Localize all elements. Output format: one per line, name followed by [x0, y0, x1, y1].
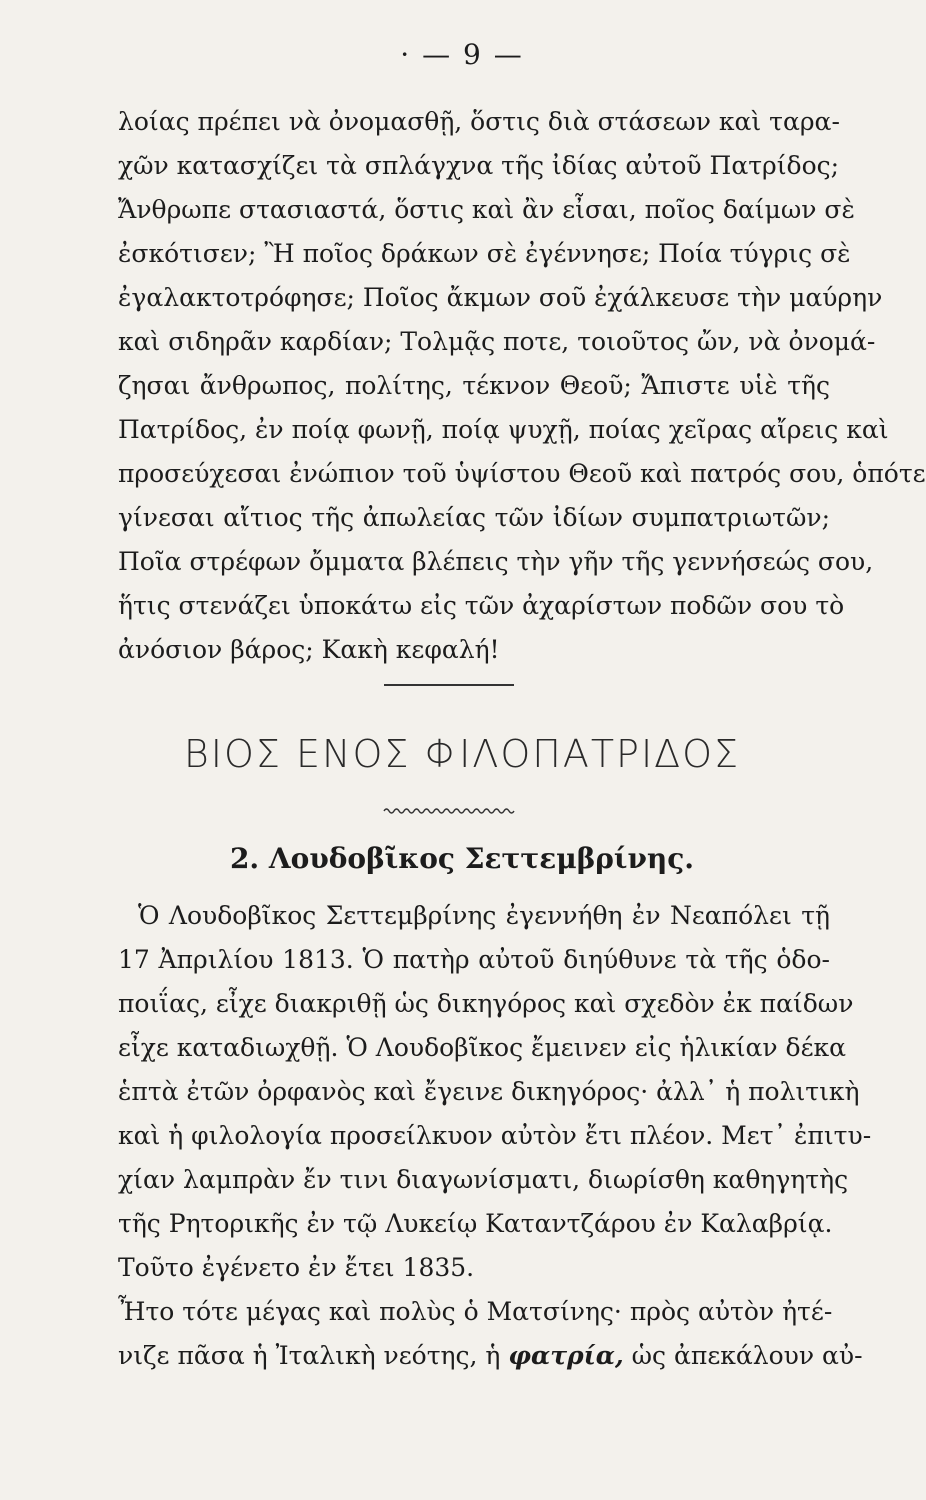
text-line: Τοῦτο ἐγένετο ἐν ἔτει 1835.: [118, 1253, 475, 1282]
text-line: [118, 1334, 863, 1378]
text-line: εἶχε καταδιωχθῇ. Ὁ Λουδοβῖκος ἔμεινεν εἰς ἡλικίαν δέκα: [118, 1033, 847, 1062]
text-line: ἑπτὰ ἐτῶν ὀρφανὸς καὶ ἔγεινε δικηγόρος· ἀλλ᾽ ἡ πολιτικὴ: [118, 1077, 860, 1106]
text-line: ἥτις στενάζει ὑποκάτω εἰς τῶν ἀχαρίστων ποδῶν σου τὸ: [118, 591, 845, 620]
paragraph-biography: [118, 894, 872, 1290]
text-line: χίαν λαμπρὰν ἔν τινι διαγωνίσματι, διωρίσθη καθηγητὴς: [118, 1165, 849, 1194]
paragraph-mazzini: [118, 1290, 863, 1378]
text-line: ἐγαλακτοτρόφησε; Ποῖος ἄκμων σοῦ ἐχάλκευσε τὴν μαύρην: [118, 283, 883, 312]
text-line: Ἄνθρωπε στασιαστά, ὅστις καὶ ἂν εἶσαι, ποῖος δαίμων σὲ: [118, 195, 855, 224]
text-line: ζησαι ἄνθρωπος, πολίτης, τέκνον Θεοῦ; Ἄπιστε υἱὲ τῆς: [118, 371, 830, 400]
text-line: ἐσκότισεν; Ἢ ποῖος δράκων σὲ ἐγέννησε; Ποία τύγρις σὲ: [118, 239, 851, 268]
text-line: λοίας πρέπει νὰ ὀνομασθῇ, ὅστις διὰ στάσεων καὶ ταρα-: [118, 107, 840, 136]
text-fragment: ὡς ἀπεκάλουν αὐ-: [623, 1341, 863, 1370]
emphasized-word: φατρία,: [508, 1341, 624, 1370]
page-number: · — 9 —: [400, 38, 524, 71]
text-line: χῶν κατασχίζει τὰ σπλάγχνα τῆς ἰδίας αὐτοῦ Πατρίδος;: [118, 151, 840, 180]
text-line: Ἦτο τότε μέγας καὶ πολὺς ὁ Ματσίνης· πρὸς αὐτὸν ἠτέ-: [118, 1297, 833, 1326]
text-line: ποιΐας, εἶχε διακριθῇ ὡς δικηγόρος καὶ σχεδὸν ἐκ παίδων: [118, 989, 854, 1018]
section-heading: ΒΙΟΣ ΕΝΟΣ ΦΙΛΟΠΑΤΡΙΔΟΣ: [183, 732, 741, 776]
text-line: γίνεσαι αἴτιος τῆς ἀπωλείας τῶν ἰδίων συμπατριωτῶν;: [118, 503, 830, 532]
text-line: ἀνόσιον βάρος; Κακὴ κεφαλή!: [118, 635, 500, 664]
section-divider: [384, 684, 514, 686]
wavy-divider: [384, 806, 514, 816]
text-line: 17 Ἀπριλίου 1813. Ὁ πατὴρ αὐτοῦ διηύθυνε τὰ τῆς ὁδο-: [118, 945, 830, 974]
text-line: Ποῖα στρέφων ὄμματα βλέπεις τὴν γῆν τῆς γεννήσεώς σου,: [118, 547, 874, 576]
chapter-title: 2. Λουδοβῖκος Σεττεμβρίνης.: [229, 842, 695, 875]
paragraph-opening: [118, 100, 926, 672]
text-line: καὶ σιδηρᾶν καρδίαν; Τολμᾷς ποτε, τοιοῦτος ὤν, νὰ ὀνομά-: [118, 327, 876, 356]
text-line: προσεύχεσαι ἐνώπιον τοῦ ὑψίστου Θεοῦ καὶ πατρός σου, ὁπότε: [118, 459, 926, 488]
text-line: τῆς Ρητορικῆς ἐν τῷ Λυκείῳ Καταντζάρου ἐν Καλαβρίᾳ.: [118, 1209, 833, 1238]
text-line: Ὁ Λουδοβῖκος Σεττεμβρίνης ἐγεννήθη ἐν Νεαπόλει τῇ: [138, 901, 830, 930]
text-line: καὶ ἡ φιλολογία προσείλκυον αὐτὸν ἔτι πλέον. Μετ᾽ ἐπιτυ-: [118, 1121, 872, 1150]
text-line: Πατρίδος, ἐν ποίᾳ φωνῇ, ποίᾳ ψυχῇ, ποίας χεῖρας αἴρεις καὶ: [118, 415, 889, 444]
text-fragment: νιζε πᾶσα ἡ Ἰταλικὴ νεότης, ἡ: [118, 1341, 509, 1370]
